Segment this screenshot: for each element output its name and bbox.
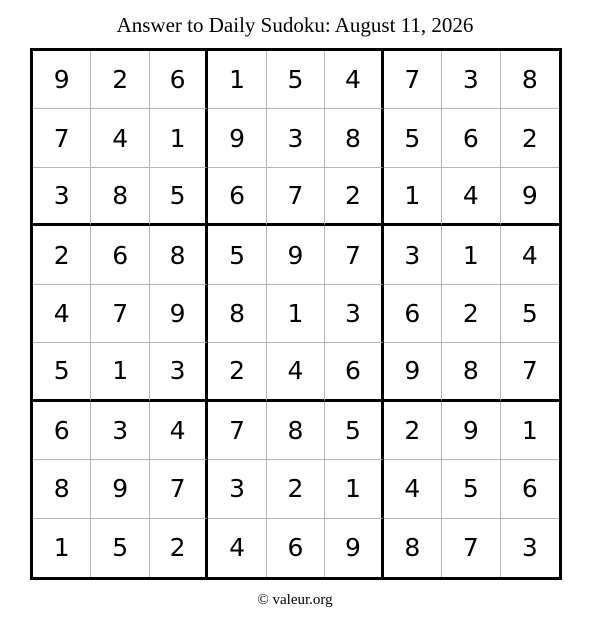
sudoku-cell-r1c2: 2 bbox=[91, 51, 149, 109]
sudoku-cell-r7c6: 5 bbox=[325, 402, 383, 460]
sudoku-cell-r8c2: 9 bbox=[91, 460, 149, 518]
sudoku-cell-r4c5: 9 bbox=[267, 226, 325, 284]
sudoku-cell-r9c7: 8 bbox=[384, 519, 442, 577]
sudoku-board bbox=[30, 48, 562, 580]
copyright-footer: © valeur.org bbox=[257, 592, 333, 608]
sudoku-cell-r3c2: 8 bbox=[91, 168, 149, 226]
sudoku-cell-r1c6: 4 bbox=[325, 51, 383, 109]
sudoku-cell-r2c2: 4 bbox=[91, 109, 149, 167]
sudoku-cell-r2c5: 3 bbox=[267, 109, 325, 167]
sudoku-cell-r4c3: 8 bbox=[150, 226, 208, 284]
sudoku-cell-r1c1: 9 bbox=[33, 51, 91, 109]
sudoku-cell-r3c7: 1 bbox=[384, 168, 442, 226]
sudoku-cell-r7c9: 1 bbox=[501, 402, 559, 460]
sudoku-cell-r4c7: 3 bbox=[384, 226, 442, 284]
sudoku-cell-r5c3: 9 bbox=[150, 285, 208, 343]
sudoku-cell-r2c7: 5 bbox=[384, 109, 442, 167]
sudoku-cell-r3c9: 9 bbox=[501, 168, 559, 226]
sudoku-cell-r5c5: 1 bbox=[267, 285, 325, 343]
sudoku-cell-r8c5: 2 bbox=[267, 460, 325, 518]
sudoku-cell-r9c6: 9 bbox=[325, 519, 383, 577]
sudoku-cell-r3c4: 6 bbox=[208, 168, 266, 226]
sudoku-cell-r2c6: 8 bbox=[325, 109, 383, 167]
sudoku-cell-r6c3: 3 bbox=[150, 343, 208, 401]
sudoku-cell-r4c6: 7 bbox=[325, 226, 383, 284]
sudoku-cell-r2c8: 6 bbox=[442, 109, 500, 167]
sudoku-cell-r3c5: 7 bbox=[267, 168, 325, 226]
sudoku-cell-r4c2: 6 bbox=[91, 226, 149, 284]
sudoku-cell-r5c9: 5 bbox=[501, 285, 559, 343]
sudoku-cell-r4c4: 5 bbox=[208, 226, 266, 284]
sudoku-cell-r8c8: 5 bbox=[442, 460, 500, 518]
sudoku-cell-r6c7: 9 bbox=[384, 343, 442, 401]
sudoku-cell-r9c8: 7 bbox=[442, 519, 500, 577]
sudoku-cell-r2c9: 2 bbox=[501, 109, 559, 167]
sudoku-cell-r9c1: 1 bbox=[33, 519, 91, 577]
sudoku-cell-r5c2: 7 bbox=[91, 285, 149, 343]
sudoku-cell-r6c8: 8 bbox=[442, 343, 500, 401]
sudoku-cell-r2c4: 9 bbox=[208, 109, 266, 167]
sudoku-cell-r8c9: 6 bbox=[501, 460, 559, 518]
sudoku-cell-r6c6: 6 bbox=[325, 343, 383, 401]
sudoku-cell-r9c2: 5 bbox=[91, 519, 149, 577]
sudoku-cell-r8c3: 7 bbox=[150, 460, 208, 518]
sudoku-cell-r1c3: 6 bbox=[150, 51, 208, 109]
sudoku-cell-r6c5: 4 bbox=[267, 343, 325, 401]
sudoku-cell-r3c6: 2 bbox=[325, 168, 383, 226]
sudoku-grid bbox=[33, 51, 559, 577]
sudoku-cell-r5c4: 8 bbox=[208, 285, 266, 343]
sudoku-cell-r7c3: 4 bbox=[150, 402, 208, 460]
sudoku-cell-r3c8: 4 bbox=[442, 168, 500, 226]
sudoku-cell-r6c2: 1 bbox=[91, 343, 149, 401]
sudoku-cell-r7c7: 2 bbox=[384, 402, 442, 460]
sudoku-cell-r7c8: 9 bbox=[442, 402, 500, 460]
sudoku-cell-r1c5: 5 bbox=[267, 51, 325, 109]
sudoku-cell-r8c4: 3 bbox=[208, 460, 266, 518]
sudoku-cell-r9c5: 6 bbox=[267, 519, 325, 577]
sudoku-cell-r1c8: 3 bbox=[442, 51, 500, 109]
sudoku-cell-r4c1: 2 bbox=[33, 226, 91, 284]
sudoku-cell-r1c7: 7 bbox=[384, 51, 442, 109]
sudoku-cell-r9c4: 4 bbox=[208, 519, 266, 577]
sudoku-cell-r8c1: 8 bbox=[33, 460, 91, 518]
sudoku-cell-r8c6: 1 bbox=[325, 460, 383, 518]
sudoku-cell-r4c9: 4 bbox=[501, 226, 559, 284]
sudoku-cell-r7c2: 3 bbox=[91, 402, 149, 460]
sudoku-cell-r9c3: 2 bbox=[150, 519, 208, 577]
sudoku-cell-r3c3: 5 bbox=[150, 168, 208, 226]
sudoku-cell-r3c1: 3 bbox=[33, 168, 91, 226]
sudoku-cell-r6c9: 7 bbox=[501, 343, 559, 401]
sudoku-cell-r5c8: 2 bbox=[442, 285, 500, 343]
sudoku-cell-r7c5: 8 bbox=[267, 402, 325, 460]
sudoku-cell-r5c7: 6 bbox=[384, 285, 442, 343]
sudoku-cell-r4c8: 1 bbox=[442, 226, 500, 284]
sudoku-cell-r6c1: 5 bbox=[33, 343, 91, 401]
puzzle-title: Answer to Daily Sudoku: August 11, 2026 bbox=[116, 13, 474, 37]
sudoku-cell-r9c9: 3 bbox=[521, 533, 538, 563]
sudoku-cell-r2c1: 7 bbox=[33, 109, 91, 167]
sudoku-cell-r1c9: 8 bbox=[501, 51, 559, 109]
sudoku-cell-r7c1: 6 bbox=[33, 402, 91, 460]
sudoku-cell-r5c6: 3 bbox=[325, 285, 383, 343]
sudoku-cell-r1c4: 1 bbox=[208, 51, 266, 109]
sudoku-cell-r6c4: 2 bbox=[208, 343, 266, 401]
sudoku-cell-r7c4: 7 bbox=[208, 402, 266, 460]
sudoku-cell-r2c3: 1 bbox=[150, 109, 208, 167]
sudoku-cell-r5c1: 4 bbox=[33, 285, 91, 343]
sudoku-cell-r8c7: 4 bbox=[384, 460, 442, 518]
